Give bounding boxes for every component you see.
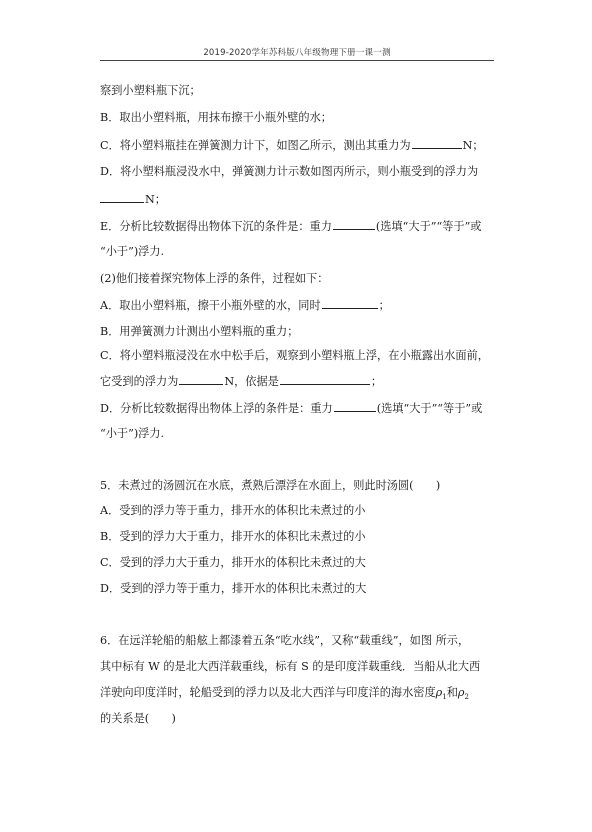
answer-blank[interactable] xyxy=(179,373,223,385)
question-5-stem: 5．未煮过的汤圆沉在水底，煮熟后漂浮在水面上，则此时汤圆( ) xyxy=(100,479,441,492)
subscript: 1 xyxy=(442,693,447,702)
text-line xyxy=(100,137,500,153)
answer-blank[interactable] xyxy=(322,297,378,309)
text-line: (2)他们接着探究物体上浮的条件，过程如下： xyxy=(100,272,329,285)
answer-blank[interactable] xyxy=(280,373,370,385)
answer-blank[interactable] xyxy=(333,218,375,230)
text-segment: (选填“大于”“等于”或 xyxy=(375,220,482,233)
text-segment: D．分析比较数据得出物体上浮的条件是：重力 xyxy=(100,402,333,415)
text-segment: ； xyxy=(370,375,383,388)
rho-symbol: ρ xyxy=(457,686,465,699)
answer-blank[interactable] xyxy=(334,400,376,412)
answer-blank[interactable] xyxy=(412,137,462,149)
text-segment: N； xyxy=(145,193,166,206)
text-line: B．取出小塑料瓶，用抹布擦干小瓶外壁的水； xyxy=(100,111,332,124)
text-segment: N，依据是 xyxy=(224,375,279,388)
text-line: “小于”)浮力. xyxy=(100,245,165,258)
question-6-stem: 6．在远洋轮船的船舷上都漆着五条“吃水线”，又称“载重线”，如图 所示， xyxy=(100,634,470,647)
text-line: B．用弹簧测力计测出小塑料瓶的重力； xyxy=(100,325,299,338)
header-divider xyxy=(100,60,494,61)
text-segment: ； xyxy=(378,299,390,312)
text-segment: E．分析比较数据得出物体下沉的条件是：重力 xyxy=(100,220,332,233)
text-line xyxy=(100,218,500,234)
text-segment: 它受到的浮力为 xyxy=(100,375,179,388)
choice-b[interactable]: B．受到的浮力大于重力，排开水的体积比未煮过的小 xyxy=(100,530,366,543)
choice-a[interactable]: A．受到的浮力等于重力，排开水的体积比未煮过的小 xyxy=(100,504,366,517)
text-line: D．将小塑料瓶浸没水中，弹簧测力计示数如图丙所示，则小瓶受到的浮力为 xyxy=(100,165,479,178)
answer-blank[interactable] xyxy=(100,191,144,203)
rho-symbol: ρ xyxy=(435,686,443,699)
text-segment: 洋驶向印度洋时，轮船受到的浮力以及北大西洋与印度洋的海水密度 xyxy=(100,686,436,699)
text-segment: (选填“大于”“等于”或 xyxy=(376,402,483,415)
text-line: 其中标有 W 的是北大西洋载重线，标有 S 的是印度洋载重线．当船从北大西 xyxy=(100,660,481,673)
text-line xyxy=(100,400,500,416)
choice-c[interactable]: C．受到的浮力大于重力，排开水的体积比未煮过的大 xyxy=(100,556,366,569)
text-line: C．将小塑料瓶浸没在水中松手后，观察到小塑料瓶上浮，在小瓶露出水面前， xyxy=(100,349,489,362)
page-header: 2019-2020学年苏科版八年级物理下册一课一测 xyxy=(203,48,391,58)
text-segment: N； xyxy=(462,139,484,152)
text-segment: A．取出小塑料瓶，擦干小瓶外壁的水，同时 xyxy=(100,299,321,312)
text-line xyxy=(100,685,500,705)
text-segment: 和 xyxy=(446,686,458,699)
text-segment: C．将小塑料瓶挂在弹簧测力计下，如图乙所示，测出其重力为 xyxy=(100,139,411,152)
text-line xyxy=(100,297,500,313)
subscript: 2 xyxy=(464,693,469,702)
text-line xyxy=(100,373,500,389)
text-line: 察到小塑料瓶下沉； xyxy=(100,84,201,97)
text-line xyxy=(100,191,500,207)
text-line: 的关系是( ) xyxy=(100,712,176,725)
choice-d[interactable]: D．受到的浮力等于重力，排开水的体积比未煮过的大 xyxy=(100,582,367,595)
text-line: “小于”)浮力. xyxy=(100,427,165,440)
